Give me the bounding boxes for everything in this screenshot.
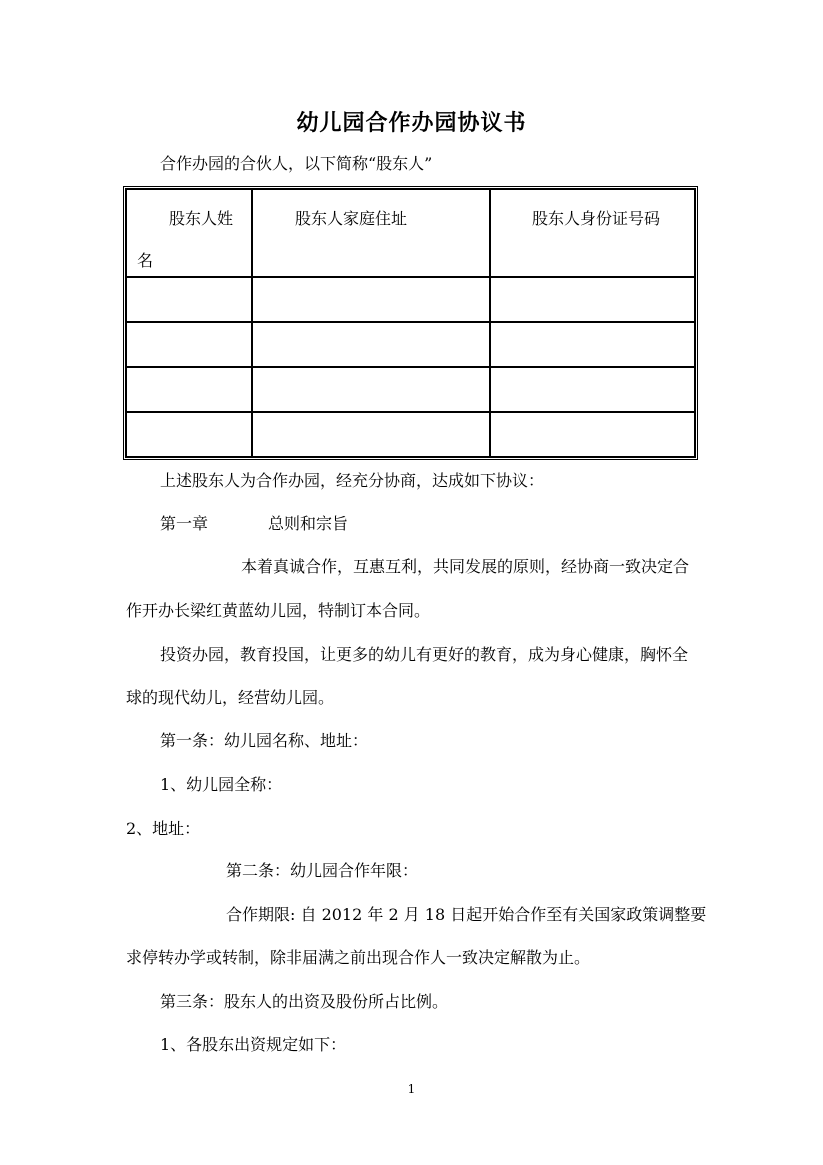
- table-header-row: [126, 189, 695, 277]
- table-cell: [252, 367, 490, 412]
- chapter-label: 第一章: [160, 514, 209, 533]
- table-row: [126, 322, 695, 367]
- chapter-title: 总则和宗旨: [268, 514, 349, 533]
- table-cell: [252, 412, 490, 457]
- paragraph-1-line-2: 作开办长梁红黄蓝幼儿园，特制订本合同。: [126, 601, 431, 620]
- header-name-cell: [126, 189, 252, 277]
- header-name-line1: 股东人姓: [169, 209, 234, 228]
- table-cell: [126, 412, 252, 457]
- header-address-cell: [252, 189, 490, 277]
- paragraph-1-line-1: 本着真诚合作，互惠互利，共同发展的原则，经协商一致决定合: [241, 557, 690, 576]
- article-1-item-2: 2、地址：: [126, 819, 201, 838]
- table-cell: [490, 367, 695, 412]
- table-cell: [252, 322, 490, 367]
- article-1-item-1: 1、幼儿园全称：: [160, 775, 283, 794]
- article-3-heading: 第三条：股东人的出资及股份所占比例。: [160, 992, 449, 1011]
- header-address: 股东人家庭住址: [295, 209, 408, 228]
- term-line-2: 求停转办学或转制，除非届满之前出现合作人一致决定解散为止。: [126, 948, 591, 967]
- article-2-heading: 第二条：幼儿园合作年限：: [226, 861, 419, 880]
- table-row: [126, 367, 695, 412]
- shareholder-table: [123, 186, 698, 460]
- table-row: [126, 277, 695, 322]
- page-number: 1: [407, 1082, 416, 1096]
- paragraph-2-line-1: 投资办园，教育投国，让更多的幼儿有更好的教育，成为身心健康，胸怀全: [160, 645, 689, 664]
- term-line-1: 合作期限: 自 2012 年 2 月 18 日起开始合作至有关国家政策调整要: [226, 905, 707, 924]
- table-cell: [126, 322, 252, 367]
- table-cell: [252, 277, 490, 322]
- table-cell: [490, 412, 695, 457]
- table-cell: [126, 367, 252, 412]
- document-title: 幼儿园合作办园协议书: [296, 110, 527, 136]
- table-cell: [490, 322, 695, 367]
- header-id-cell: [490, 189, 695, 277]
- table-row: [126, 412, 695, 457]
- header-name-line2: 名: [137, 251, 154, 270]
- intro-line: 合作办园的合伙人，以下简称“股东人”: [160, 154, 433, 173]
- agreement-line: 上述股东人为合作办园，经充分协商，达成如下协议：: [160, 471, 545, 490]
- table-cell: [126, 277, 252, 322]
- article-3-item-1: 1、各股东出资规定如下：: [160, 1035, 347, 1054]
- article-1-heading: 第一条：幼儿园名称、地址：: [160, 731, 369, 750]
- table-cell: [490, 277, 695, 322]
- header-id-number: 股东人身份证号码: [532, 209, 661, 228]
- paragraph-2-line-2: 球的现代幼儿，经营幼儿园。: [126, 688, 335, 707]
